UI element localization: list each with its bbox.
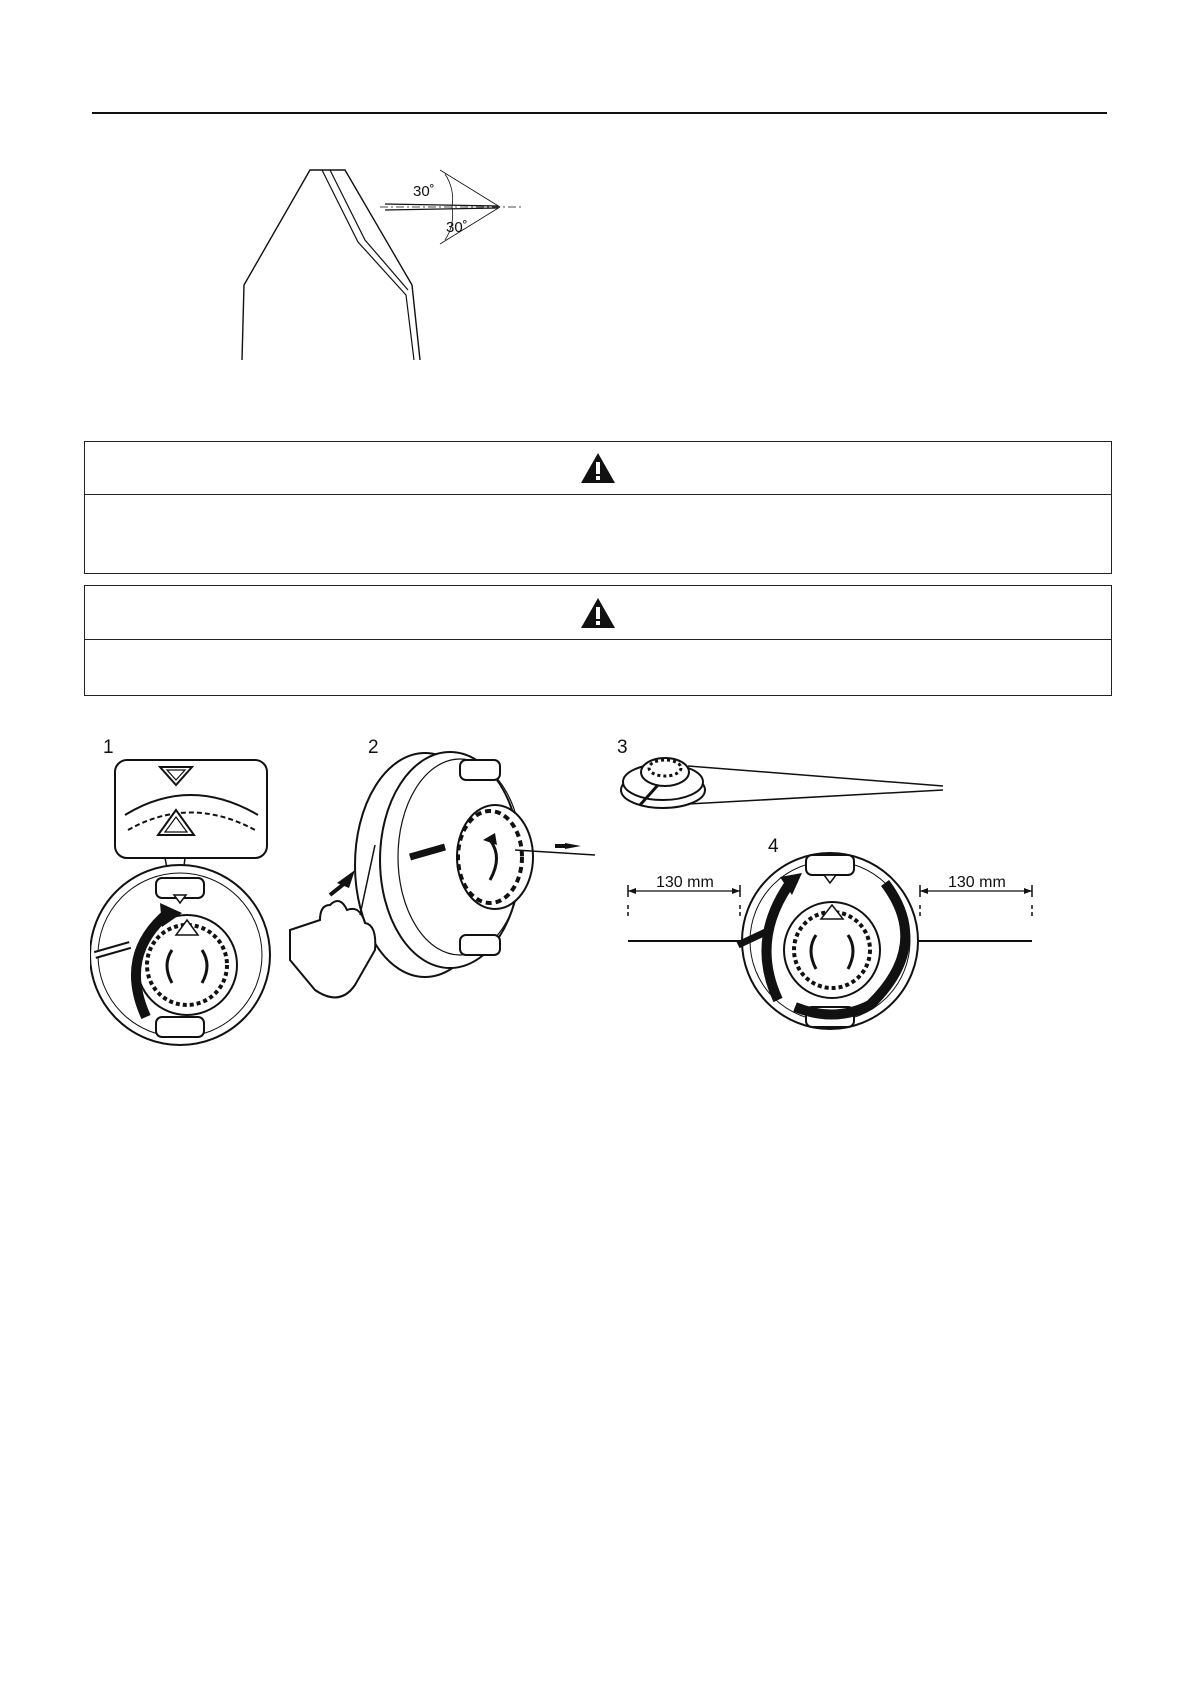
warning-triangle-icon	[579, 451, 617, 485]
header-rule	[92, 112, 1107, 114]
step-number-1: 1	[103, 737, 114, 758]
warning-header	[85, 586, 1111, 640]
angle-line-upper	[440, 170, 500, 207]
step-number-3: 3	[617, 737, 628, 758]
figure-step-1	[90, 755, 275, 1050]
warning-header	[85, 442, 1111, 495]
trimmer-line	[688, 790, 943, 804]
eyelet-top	[806, 855, 854, 875]
blade-outline	[242, 170, 420, 360]
angle-label-upper: 30˚	[413, 183, 435, 200]
figure-step-4	[620, 845, 1040, 1035]
angle-label-lower: 30˚	[446, 219, 468, 236]
hand	[290, 901, 375, 997]
dimension-label-right: 130 mm	[948, 874, 1006, 891]
trimmer-line	[688, 766, 943, 786]
angle-arc-upper	[445, 174, 453, 207]
eyelet-bottom	[156, 1017, 204, 1037]
step-number-4: 4	[768, 836, 779, 857]
warning-box-1	[84, 441, 1112, 574]
blade-bevel-line	[330, 170, 408, 290]
step-number-2: 2	[368, 737, 379, 758]
eyelet-top	[460, 760, 500, 780]
blade-angle-figure	[230, 160, 530, 365]
file-edge	[385, 204, 498, 206]
warning-triangle-icon	[579, 596, 617, 630]
pull-arrow-icon	[565, 843, 581, 849]
file-edge	[385, 208, 498, 210]
dimension-label-left: 130 mm	[656, 874, 714, 891]
warning-box-2	[84, 585, 1112, 696]
figure-step-3	[618, 750, 948, 820]
figure-step-2	[285, 745, 595, 1015]
eyelet-bottom	[460, 935, 500, 955]
